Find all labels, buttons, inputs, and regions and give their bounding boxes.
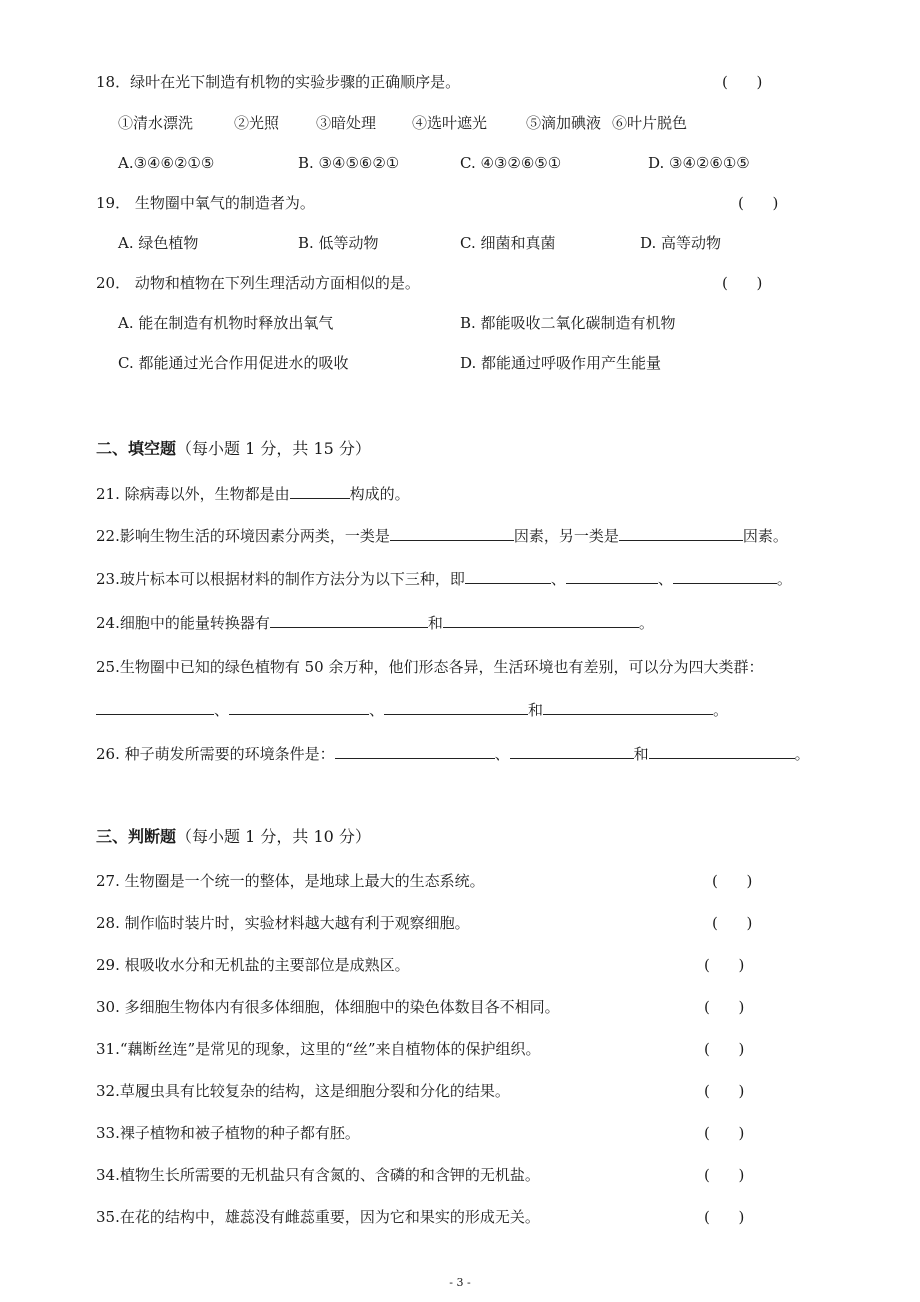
section-fill-blank-heading bbox=[96, 438, 371, 460]
q20-option-b[interactable]: B. 都能吸收二氧化碳制造有机物 bbox=[460, 314, 676, 332]
q25-blank-1[interactable] bbox=[96, 700, 214, 715]
q25-sep-2: 、 bbox=[369, 701, 385, 719]
q25-blank-3[interactable] bbox=[384, 700, 528, 715]
q19-option-b[interactable]: B. 低等动物 bbox=[298, 234, 379, 252]
q18-step-6: ⑥叶片脱色 bbox=[612, 114, 688, 132]
q18-step-4: ④选叶遮光 bbox=[412, 114, 488, 132]
judge-paren-31[interactable]: ( ) bbox=[704, 1040, 745, 1058]
judge-paren-28[interactable]: ( ) bbox=[712, 914, 753, 932]
q24-end: 。 bbox=[638, 614, 654, 632]
q18-step-1: ①清水漂洗 bbox=[118, 114, 194, 132]
q20-option-a[interactable]: A. 能在制造有机物时释放出氧气 bbox=[118, 314, 334, 332]
q25-sep-1: 、 bbox=[214, 701, 230, 719]
q20-text: 20． 动物和植物在下列生理活动方面相似的是。 bbox=[96, 274, 420, 292]
q23-end: 。 bbox=[776, 570, 792, 588]
judge-item-29: 29. 根吸收水分和无机盐的主要部位是成熟区。 bbox=[96, 956, 410, 974]
judge-paren-27[interactable]: ( ) bbox=[712, 872, 753, 890]
judge-paren-33[interactable]: ( ) bbox=[704, 1124, 745, 1142]
q18-option-d[interactable]: D. ③④②⑥①⑤ bbox=[648, 154, 750, 172]
q24-text-a: 24.细胞中的能量转换器有 bbox=[96, 614, 270, 632]
q25-and: 和 bbox=[528, 701, 544, 719]
judge-paren-32[interactable]: ( ) bbox=[704, 1082, 745, 1100]
judge-item-34: 34.植物生长所需要的无机盐只有含氮的、含磷的和含钾的无机盐。 bbox=[96, 1166, 540, 1184]
q18-step-5: ⑤滴加碘液 bbox=[526, 114, 602, 132]
q24-blank-1[interactable] bbox=[270, 613, 428, 628]
q23-blank-1[interactable] bbox=[465, 569, 551, 584]
q18-text: 18．绿叶在光下制造有机物的实验步骤的正确顺序是。 bbox=[96, 73, 461, 91]
judge-paren-29[interactable]: ( ) bbox=[704, 956, 745, 974]
q26-sep-1: 、 bbox=[494, 745, 510, 763]
q19-text: 19． 生物圈中氧气的制造者为。 bbox=[96, 194, 315, 212]
q22-blank-1[interactable] bbox=[390, 526, 514, 541]
q23 bbox=[96, 569, 792, 589]
q20-option-d[interactable]: D. 都能通过呼吸作用产生能量 bbox=[460, 354, 662, 372]
q18-option-c[interactable]: C. ④③②⑥⑤① bbox=[460, 154, 562, 172]
judge-item-35: 35.在花的结构中，雄蕊没有雌蕊重要，因为它和果实的形成无关。 bbox=[96, 1208, 540, 1226]
q25-blank-2[interactable] bbox=[229, 700, 369, 715]
q26-blank-2[interactable] bbox=[510, 744, 634, 759]
q21-blank[interactable] bbox=[290, 484, 350, 499]
q18-option-b[interactable]: B. ③④⑤⑥②① bbox=[298, 154, 400, 172]
judge-paren-34[interactable]: ( ) bbox=[704, 1166, 745, 1184]
section-note: （每小题 1 分，共 10 分） bbox=[176, 827, 371, 846]
q22-text-a: 22.影响生物生活的环境因素分两类，一类是 bbox=[96, 527, 390, 545]
q23-blank-3[interactable] bbox=[673, 569, 777, 584]
section-title: 二、填空题 bbox=[96, 439, 177, 458]
q26 bbox=[96, 744, 810, 764]
judge-paren-30[interactable]: ( ) bbox=[704, 998, 745, 1016]
q25-end: 。 bbox=[713, 701, 729, 719]
q22-text-b: 因素，另一类是 bbox=[513, 527, 619, 545]
judge-item-33: 33.裸子植物和被子植物的种子都有胚。 bbox=[96, 1124, 360, 1142]
q22-text-c: 因素。 bbox=[742, 527, 788, 545]
q18-answer-paren[interactable]: ( ) bbox=[722, 73, 763, 91]
section-note: （每小题 1 分，共 15 分） bbox=[176, 439, 371, 458]
q19-answer-paren[interactable]: ( ) bbox=[738, 194, 779, 212]
section-judge-heading bbox=[96, 826, 371, 848]
q18-option-a[interactable]: A.③④⑥②①⑤ bbox=[118, 154, 215, 172]
q26-and: 和 bbox=[633, 745, 649, 763]
judge-item-31: 31.“藕断丝连”是常见的现象，这里的“丝”来自植物体的保护组织。 bbox=[96, 1040, 541, 1058]
q19-option-a[interactable]: A. 绿色植物 bbox=[118, 234, 199, 252]
q19-option-c[interactable]: C. 细菌和真菌 bbox=[460, 234, 556, 252]
q23-text-a: 23.玻片标本可以根据材料的制作方法分为以下三种，即 bbox=[96, 570, 465, 588]
judge-item-32: 32.草履虫具有比较复杂的结构，这是细胞分裂和分化的结果。 bbox=[96, 1082, 510, 1100]
q23-sep-1: 、 bbox=[550, 570, 566, 588]
q24-blank-2[interactable] bbox=[443, 613, 639, 628]
q26-blank-1[interactable] bbox=[335, 744, 495, 759]
q23-blank-2[interactable] bbox=[566, 569, 658, 584]
q26-blank-3[interactable] bbox=[649, 744, 795, 759]
page-number: - 3 - bbox=[449, 1276, 471, 1289]
q24 bbox=[96, 613, 654, 633]
judge-item-28: 28. 制作临时装片时，实验材料越大越有利于观察细胞。 bbox=[96, 914, 470, 932]
q19-option-d[interactable]: D. 高等动物 bbox=[640, 234, 722, 252]
q18-step-2: ②光照 bbox=[234, 114, 280, 132]
q21-text-b: 构成的。 bbox=[349, 485, 410, 503]
q26-text-a: 26. 种子萌发所需要的环境条件是： bbox=[96, 745, 335, 763]
q24-text-b: 和 bbox=[427, 614, 443, 632]
q25-text: 25.生物圈中已知的绿色植物有 50 余万种，他们形态各异，生活环境也有差别，可以分为四大类群： bbox=[96, 658, 764, 676]
q20-answer-paren[interactable]: ( ) bbox=[722, 274, 763, 292]
judge-item-30: 30. 多细胞生物体内有很多体细胞，体细胞中的染色体数目各不相同。 bbox=[96, 998, 560, 1016]
q26-end: 。 bbox=[794, 745, 810, 763]
q20-option-c[interactable]: C. 都能通过光合作用促进水的吸收 bbox=[118, 354, 349, 372]
q25-blanks bbox=[96, 700, 728, 720]
section-title: 三、判断题 bbox=[96, 827, 177, 846]
q21-text-a: 21. 除病毒以外，生物都是由 bbox=[96, 485, 290, 503]
q21 bbox=[96, 484, 410, 504]
q25-blank-4[interactable] bbox=[543, 700, 713, 715]
q22-blank-2[interactable] bbox=[619, 526, 743, 541]
q18-step-3: ③暗处理 bbox=[316, 114, 377, 132]
judge-item-27: 27. 生物圈是一个统一的整体，是地球上最大的生态系统。 bbox=[96, 872, 485, 890]
judge-paren-35[interactable]: ( ) bbox=[704, 1208, 745, 1226]
q23-sep-2: 、 bbox=[657, 570, 673, 588]
q22 bbox=[96, 526, 788, 546]
